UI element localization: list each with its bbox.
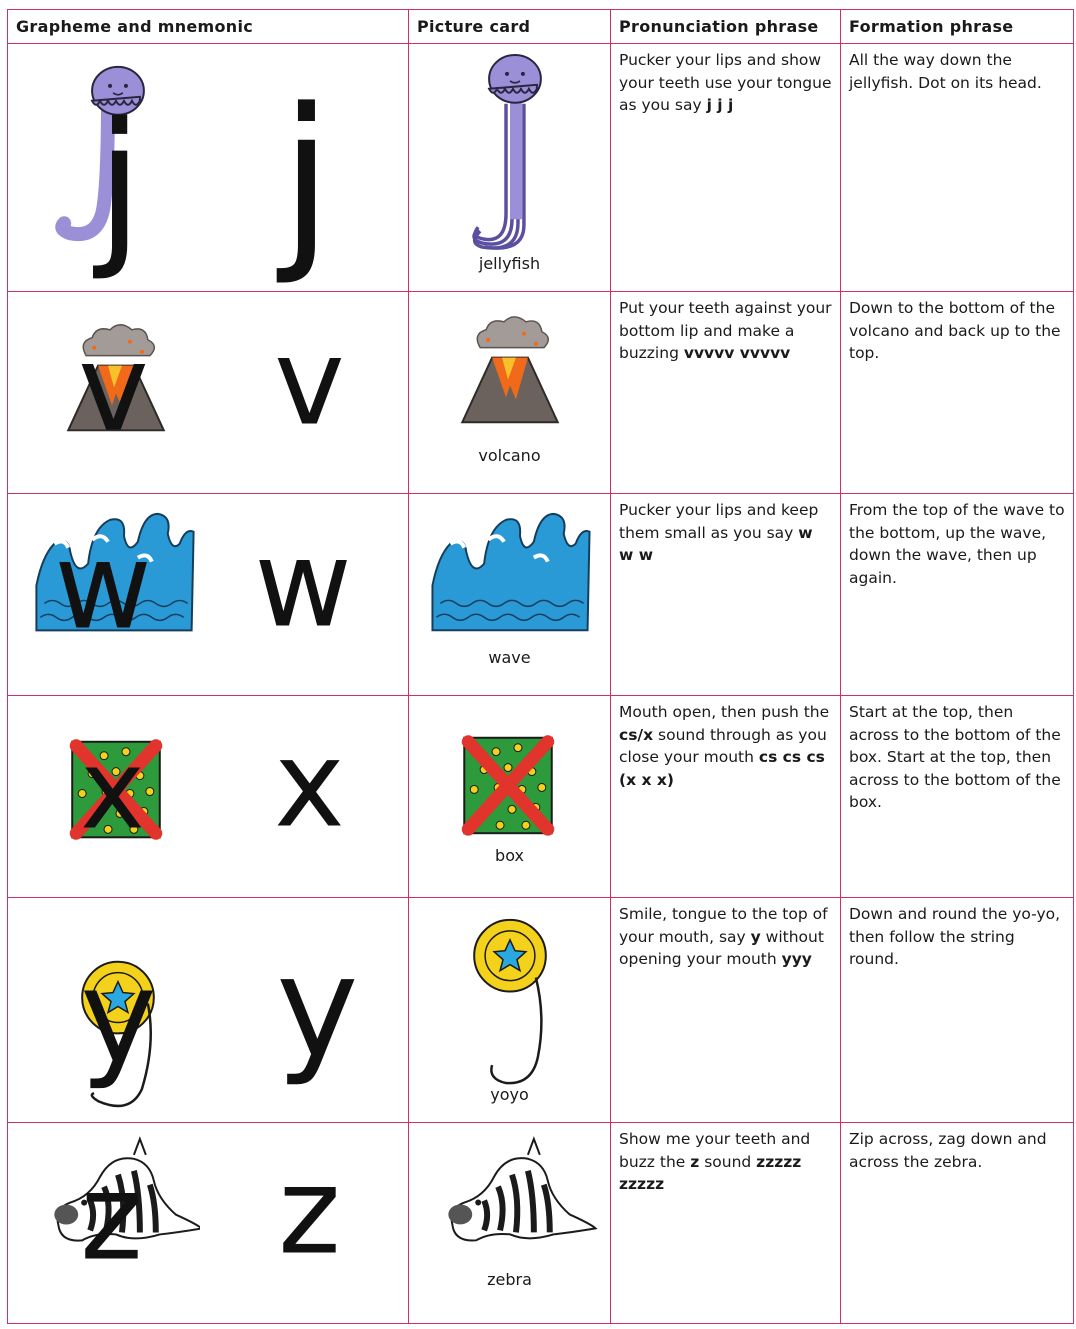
mnemonic-letter: x: [80, 725, 145, 854]
header-formation: Formation phrase: [841, 10, 1074, 44]
pronunciation-cell: [611, 44, 841, 292]
wave-mnemonic-icon: [30, 494, 200, 695]
svg-text:w: w: [254, 515, 352, 655]
grapheme-cell: [8, 1123, 409, 1324]
formation-phrase: All the way down the jellyfish. Dot on its head.: [849, 51, 1042, 92]
yoyo-icon: [420, 898, 600, 1092]
formation-cell: [841, 696, 1074, 898]
pronunciation-phrase: Smile, tongue to the top of your mouth, say y without opening your mouth yyy: [619, 905, 828, 968]
picture-card-cell: [409, 696, 611, 898]
pronunciation-phrase: Pucker your lips and show your teeth use your tongue as you say j j j: [619, 51, 832, 114]
picture-caption: jellyfish: [478, 254, 541, 273]
svg-text:x: x: [274, 715, 345, 855]
svg-text:y: y: [276, 926, 359, 1089]
svg-text:j: j: [280, 67, 333, 289]
mnemonic-letter: v: [78, 319, 149, 459]
header-row: [8, 10, 1074, 44]
pronunciation-cell: [611, 292, 841, 494]
yoyo-mnemonic-icon: [30, 898, 200, 1122]
table-row: [8, 898, 1074, 1123]
pronunciation-cell: [611, 696, 841, 898]
table-row: [8, 44, 1074, 292]
picture-card-cell: [409, 292, 611, 494]
mnemonic-letter: j: [96, 86, 144, 284]
formation-phrase: Down and round the yo-yo, then follow the string round.: [849, 905, 1061, 968]
picture-caption: yoyo: [490, 1085, 529, 1104]
grapheme-cell: [8, 898, 409, 1123]
header-grapheme: Grapheme and mnemonic: [8, 10, 409, 44]
volcano-mnemonic-icon: [30, 292, 200, 493]
grapheme-letter: [218, 1123, 398, 1323]
formation-cell: [841, 44, 1074, 292]
jellyfish-icon: [420, 44, 600, 261]
pronunciation-cell: [611, 494, 841, 696]
volcano-icon: [420, 292, 600, 463]
grapheme-cell: [8, 494, 409, 696]
jellyfish-mnemonic-icon: [30, 44, 200, 291]
grapheme-letter: [218, 292, 398, 493]
mnemonic-letter: w: [54, 517, 152, 657]
picture-caption: wave: [488, 648, 531, 667]
pronunciation-phrase: Pucker your lips and keep them small as you say w w w: [619, 501, 819, 564]
header-picture: Picture card: [409, 10, 611, 44]
pronunciation-phrase: Show me your teeth and buzz the z sound zzzzz zzzzz: [619, 1130, 811, 1193]
picture-card-cell: [409, 898, 611, 1123]
box-mnemonic-icon: [30, 696, 200, 897]
mnemonic-letter: z: [80, 1148, 143, 1288]
picture-caption: zebra: [487, 1270, 532, 1289]
pronunciation-phrase: Put your teeth against your bottom lip and make a buzzing vvvvv vvvvv: [619, 299, 832, 362]
formation-phrase: Zip across, zag down and across the zebra.: [849, 1130, 1047, 1171]
box-icon: [420, 696, 600, 867]
wave-icon: [420, 494, 600, 665]
grapheme-letter: [218, 898, 398, 1122]
table-row: [8, 292, 1074, 494]
grapheme-letter: [218, 696, 398, 897]
formation-phrase: Down to the bottom of the volcano and back up to the top.: [849, 299, 1061, 362]
formation-cell: [841, 1123, 1074, 1324]
pronunciation-phrase: Mouth open, then push the cs/x sound through as you close your mouth cs cs cs (x x x): [619, 703, 830, 789]
picture-card-cell: [409, 44, 611, 292]
table-row: [8, 494, 1074, 696]
grapheme-letter: [218, 494, 398, 695]
table-row: [8, 1123, 1074, 1324]
formation-cell: [841, 292, 1074, 494]
picture-card-cell: [409, 494, 611, 696]
formation-phrase: Start at the top, then across to the bottom of the box. Start at the top, then across to the bottom of the box.: [849, 703, 1061, 811]
formation-phrase: From the top of the wave to the bottom, up the wave, down the wave, then up again.: [849, 501, 1065, 587]
picture-caption: box: [495, 846, 524, 865]
phonics-table: [7, 9, 1074, 1324]
grapheme-cell: [8, 292, 409, 494]
grapheme-cell: [8, 696, 409, 898]
svg-text:z: z: [278, 1142, 341, 1282]
mnemonic-letter: y: [80, 941, 157, 1093]
formation-cell: [841, 898, 1074, 1123]
pronunciation-cell: [611, 1123, 841, 1324]
picture-caption: volcano: [478, 446, 541, 465]
grapheme-letter: [218, 44, 398, 291]
header-pronunciation: Pronunciation phrase: [611, 10, 841, 44]
picture-card-cell: [409, 1123, 611, 1324]
svg-text:v: v: [274, 313, 345, 453]
pronunciation-cell: [611, 898, 841, 1123]
zebra-mnemonic-icon: [30, 1123, 200, 1323]
formation-cell: [841, 494, 1074, 696]
table-row: [8, 696, 1074, 898]
grapheme-cell: [8, 44, 409, 292]
zebra-icon: [420, 1123, 600, 1293]
